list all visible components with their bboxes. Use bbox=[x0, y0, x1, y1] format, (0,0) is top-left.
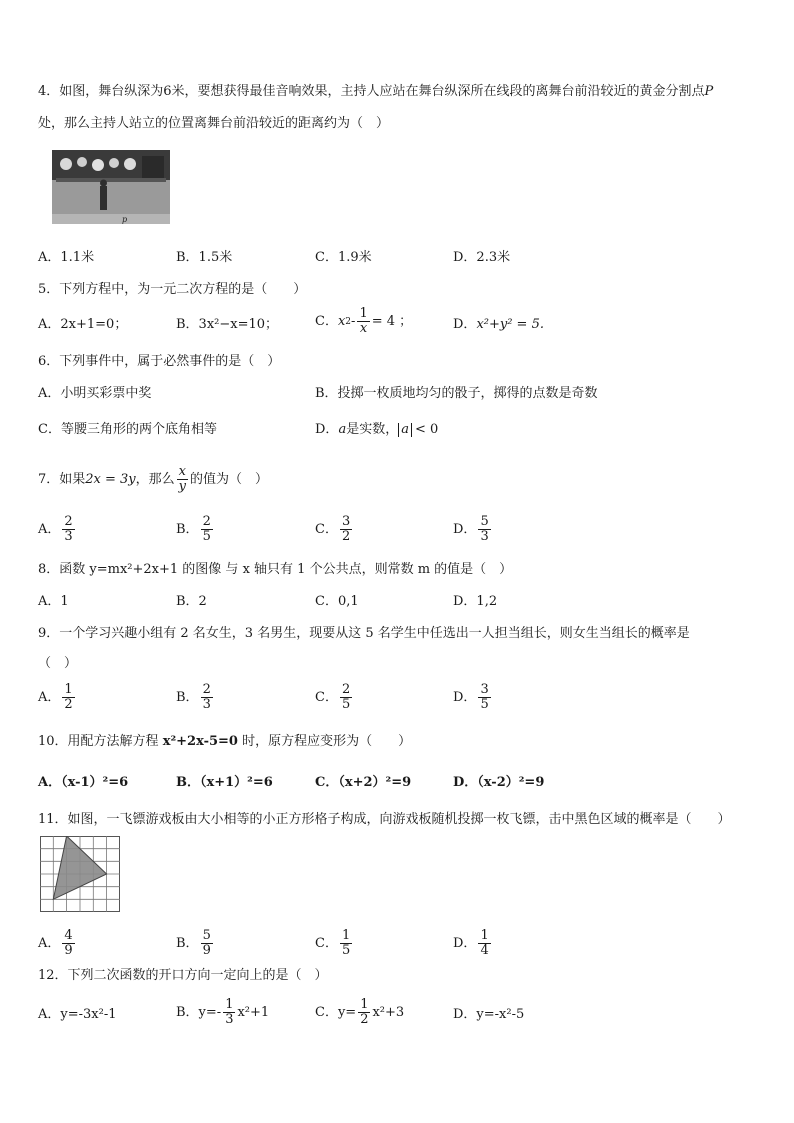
q9-stem-line2: （ ） bbox=[38, 656, 78, 671]
q7-stem: 7．如果 2x = 3y ，那么 $\frac{x}{y}$ 的值为（ ） bbox=[38, 464, 269, 494]
stage-photo bbox=[52, 150, 170, 224]
q9-option-c[interactable]: C． $\frac{2}{5}$ bbox=[315, 682, 351, 712]
q10-option-d[interactable]: D．（x-2）²=9 bbox=[453, 775, 545, 790]
q6-option-d[interactable]: D． a 是实数， a < 0 bbox=[315, 422, 439, 437]
q11-option-c[interactable]: C． $\frac{1}{5}$ bbox=[315, 928, 351, 958]
absolute-value: a bbox=[398, 423, 412, 437]
q5-option-c[interactable]: C． x 2 - $\frac{1}{x}$ = 4 ； bbox=[315, 306, 413, 336]
q7-option-c[interactable]: C． $\frac{3}{2}$ bbox=[315, 514, 351, 544]
q5-option-d[interactable]: D． x²+y² = 5. bbox=[453, 317, 544, 332]
q4-option-b[interactable]: B．1.5米 bbox=[176, 250, 233, 265]
q11-option-a[interactable]: A． $\frac{4}{9}$ bbox=[38, 928, 73, 958]
q5-option-a[interactable]: A．2x+1=0； bbox=[38, 317, 128, 332]
q11-option-b[interactable]: B． $\frac{5}{9}$ bbox=[176, 928, 211, 958]
q8-option-b[interactable]: B．2 bbox=[176, 594, 207, 609]
q9-stem-line1: 9．一个学习兴趣小组有 2 名女生，3 名男生，现要从这 5 名学生中任选出一人担当组长，则女生当组长的概率是 bbox=[38, 626, 690, 641]
q10-option-c[interactable]: C．（x+2）²=9 bbox=[315, 775, 412, 790]
point-p-label: P bbox=[704, 84, 714, 99]
q8-option-a[interactable]: A．1 bbox=[38, 594, 69, 609]
q4-stem-line1: 4．如图，舞台纵深为6米，要想获得最佳音响效果，主持人应站在舞台纵深所在线段的离舞台前沿较近的黄金分割点P bbox=[38, 84, 714, 99]
q12-option-d[interactable]: D．y=-x²-5 bbox=[453, 1007, 525, 1022]
q12-option-b[interactable]: B．y=- $\frac{1}{3}$ x²+1 bbox=[176, 997, 270, 1027]
q10-option-b[interactable]: B．（x+1）²=6 bbox=[176, 775, 273, 790]
q4-option-a[interactable]: A．1.1米 bbox=[38, 250, 95, 265]
q8-option-c[interactable]: C．0,1 bbox=[315, 594, 359, 609]
q4-stem-line2: 处，那么主持人站立的位置离舞台前沿较近的距离约为（ ） bbox=[38, 116, 390, 131]
q6-option-b[interactable]: B．投掷一枚质地均匀的骰子，掷得的点数是奇数 bbox=[315, 386, 598, 401]
q4-option-c[interactable]: C．1.9米 bbox=[315, 250, 372, 265]
q5-option-b[interactable]: B．3x²−x=10； bbox=[176, 317, 279, 332]
q4-option-d[interactable]: D．2.3米 bbox=[453, 250, 511, 265]
q7-stem-fraction: $\frac{x}{y}$ bbox=[178, 464, 187, 494]
q6-option-a[interactable]: A．小明买彩票中奖 bbox=[38, 386, 152, 401]
q6-option-c[interactable]: C．等腰三角形的两个底角相等 bbox=[38, 422, 217, 437]
q12-stem: 12．下列二次函数的开口方向一定向上的是（ ） bbox=[38, 968, 328, 983]
q11-option-d[interactable]: D． $\frac{1}{4}$ bbox=[453, 928, 489, 958]
q7-option-d[interactable]: D． $\frac{5}{3}$ bbox=[453, 514, 489, 544]
photo-p-label: p bbox=[122, 215, 128, 224]
q5-option-c-fraction: $\frac{1}{x}$ bbox=[359, 306, 368, 336]
q11-stem: 11．如图，一飞镖游戏板由大小相等的小正方形格子构成，向游戏板随机投掷一枚飞镖，击中黑色区域的概率是（ ） bbox=[38, 812, 731, 827]
q12-option-c[interactable]: C．y= $\frac{1}{2}$ x²+3 bbox=[315, 997, 405, 1027]
q9-option-b[interactable]: B． $\frac{2}{3}$ bbox=[176, 682, 211, 712]
q10-option-a[interactable]: A．（x-1）²=6 bbox=[38, 775, 129, 790]
q8-stem: 8．函数 y=mx²+2x+1 的图像 与 x 轴只有 1 个公共点，则常数 m 的值是（ ） bbox=[38, 562, 513, 577]
q6-stem: 6．下列事件中，属于必然事件的是（ ） bbox=[38, 354, 281, 369]
dartboard-grid bbox=[40, 836, 120, 912]
q10-stem: 10．用配方法解方程 x²+2x-5=0 时，原方程应变形为（ ） bbox=[38, 734, 412, 749]
q12-option-a[interactable]: A．y=-3x²-1 bbox=[38, 1007, 117, 1022]
q5-stem: 5．下列方程中，为一元二次方程的是（ ） bbox=[38, 282, 307, 297]
q7-option-b[interactable]: B． $\frac{2}{5}$ bbox=[176, 514, 211, 544]
q7-option-a[interactable]: A． $\frac{2}{3}$ bbox=[38, 514, 73, 544]
q9-option-a[interactable]: A． $\frac{1}{2}$ bbox=[38, 682, 73, 712]
q9-option-d[interactable]: D． $\frac{3}{5}$ bbox=[453, 682, 489, 712]
q8-option-d[interactable]: D．1,2 bbox=[453, 594, 498, 609]
